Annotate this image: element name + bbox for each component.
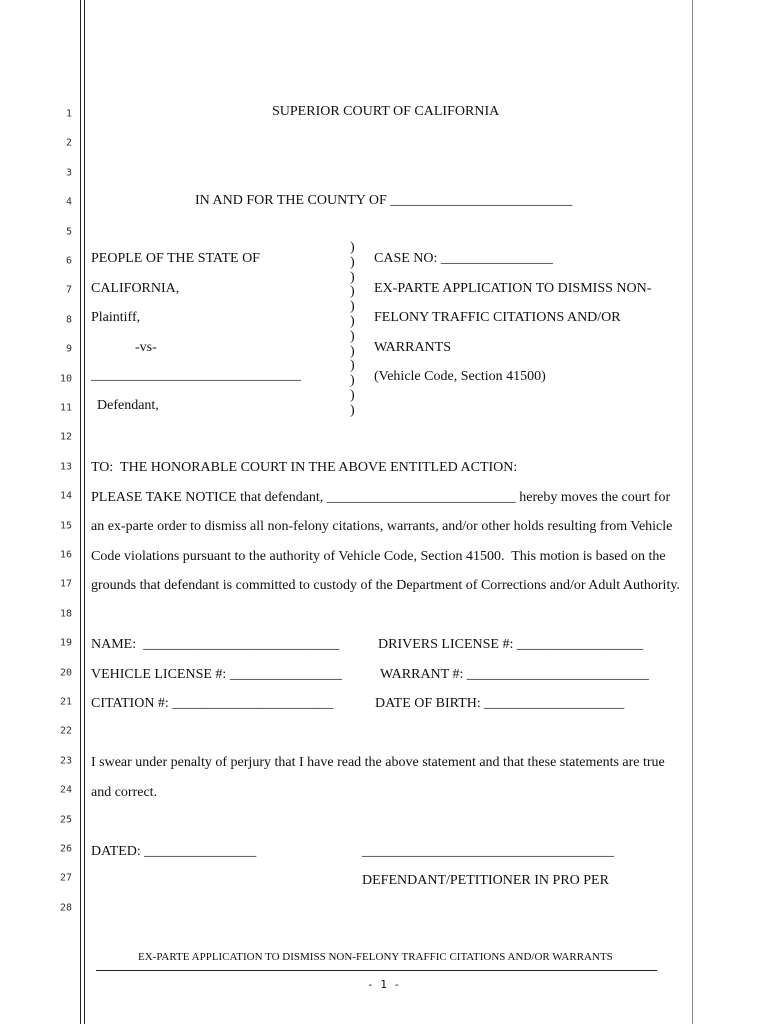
line-number: 10 <box>59 373 72 385</box>
line-number: 28 <box>59 902 72 914</box>
caption-paren: ) <box>350 388 355 403</box>
date-of-birth-field: DATE OF BIRTH: ____________________ <box>375 696 625 711</box>
line-number: 26 <box>59 843 72 855</box>
line-number: 19 <box>59 637 72 649</box>
line-number: 4 <box>65 196 72 208</box>
warrant-field: WARRANT #: __________________________ <box>380 667 649 682</box>
caption-paren: ) <box>350 269 355 285</box>
document-title-line-3: WARRANTS <box>374 340 452 355</box>
line-number: 17 <box>59 578 72 590</box>
caption-paren: ) <box>350 254 355 270</box>
notice-line-1: PLEASE TAKE NOTICE that defendant, ___________________________ hereby moves the court for <box>91 490 671 505</box>
dated-field: DATED: ________________ <box>91 844 257 859</box>
caption-paren: ) <box>350 284 355 300</box>
line-number: 8 <box>65 314 72 326</box>
oath-line-2: and correct. <box>91 785 158 800</box>
caption-paren: ) <box>350 240 355 255</box>
court-title: SUPERIOR COURT OF CALIFORNIA <box>272 104 500 119</box>
signature-line: ____________________________________ <box>362 844 614 859</box>
document-title-line-2: FELONY TRAFFIC CITATIONS AND/OR <box>374 310 621 325</box>
line-number: 11 <box>59 402 72 414</box>
line-number: 22 <box>59 725 72 737</box>
footer-rule <box>96 970 657 971</box>
county-line: IN AND FOR THE COUNTY OF __________________________ <box>195 193 573 208</box>
caption-defendant-blank: ______________________________ <box>91 368 301 383</box>
signature-label: DEFENDANT/PETITIONER IN PRO PER <box>362 873 609 888</box>
caption-california: CALIFORNIA, <box>91 281 180 296</box>
line-number: 13 <box>59 461 72 473</box>
line-number: 21 <box>59 696 72 708</box>
notice-line-4: grounds that defendant is committed to custody of the Department of Corrections and/or Adult Authority. <box>91 578 680 593</box>
line-number: 14 <box>59 490 72 502</box>
right-margin-rule <box>692 0 693 1024</box>
footer-title: EX-PARTE APPLICATION TO DISMISS NON-FELONY TRAFFIC CITATIONS AND/OR WARRANTS <box>138 951 613 963</box>
line-number: 9 <box>65 343 72 355</box>
line-number: 27 <box>59 872 72 884</box>
drivers-license-field: DRIVERS LICENSE #: __________________ <box>378 637 643 652</box>
caption-vs: -vs- <box>135 340 157 355</box>
line-number: 1 <box>65 108 72 120</box>
caption-paren: ) <box>350 328 355 344</box>
caption-plaintiff: Plaintiff, <box>91 310 141 325</box>
left-margin-rule-inner <box>84 0 85 1024</box>
line-number: 25 <box>59 814 72 826</box>
case-number: CASE NO: ________________ <box>374 251 553 266</box>
document-title-line-1: EX-PARTE APPLICATION TO DISMISS NON- <box>374 281 652 296</box>
statute-reference: (Vehicle Code, Section 41500) <box>374 369 546 384</box>
line-number: 24 <box>59 784 72 796</box>
caption-paren: ) <box>350 314 355 329</box>
line-number: 3 <box>65 167 72 179</box>
caption-paren: ) <box>350 402 355 418</box>
caption-paren: ) <box>350 299 355 315</box>
caption-paren: ) <box>350 373 355 389</box>
caption-paren: ) <box>350 343 355 359</box>
page-number: - 1 - <box>367 978 401 991</box>
line-number: 12 <box>59 431 72 443</box>
caption-paren: ) <box>350 358 355 374</box>
vehicle-license-field: VEHICLE LICENSE #: ________________ <box>91 667 342 682</box>
caption-people: PEOPLE OF THE STATE OF <box>91 251 260 266</box>
line-number: 15 <box>59 520 72 532</box>
line-number: 2 <box>65 137 72 149</box>
addressee-line: TO: THE HONORABLE COURT IN THE ABOVE ENTITLED ACTION: <box>91 460 518 475</box>
line-number: 6 <box>65 255 72 267</box>
notice-line-3: Code violations pursuant to the authority of Vehicle Code, Section 41500. This motion is based on the <box>91 549 666 564</box>
left-margin-rule-outer <box>80 0 81 1024</box>
oath-line-1: I swear under penalty of perjury that I have read the above statement and that these statements are true <box>91 755 665 770</box>
line-number: 23 <box>59 755 72 767</box>
line-number: 7 <box>65 284 72 296</box>
line-number: 18 <box>59 608 72 620</box>
notice-line-2: an ex-parte order to dismiss all non-felony citations, warrants, and/or other holds resulting from Vehicle <box>91 519 673 534</box>
line-number: 16 <box>59 549 72 561</box>
citation-field: CITATION #: _______________________ <box>91 696 334 711</box>
caption-defendant: Defendant, <box>97 398 159 413</box>
name-field: NAME: ____________________________ <box>91 637 340 652</box>
line-number: 5 <box>65 226 72 238</box>
line-number: 20 <box>59 667 72 679</box>
